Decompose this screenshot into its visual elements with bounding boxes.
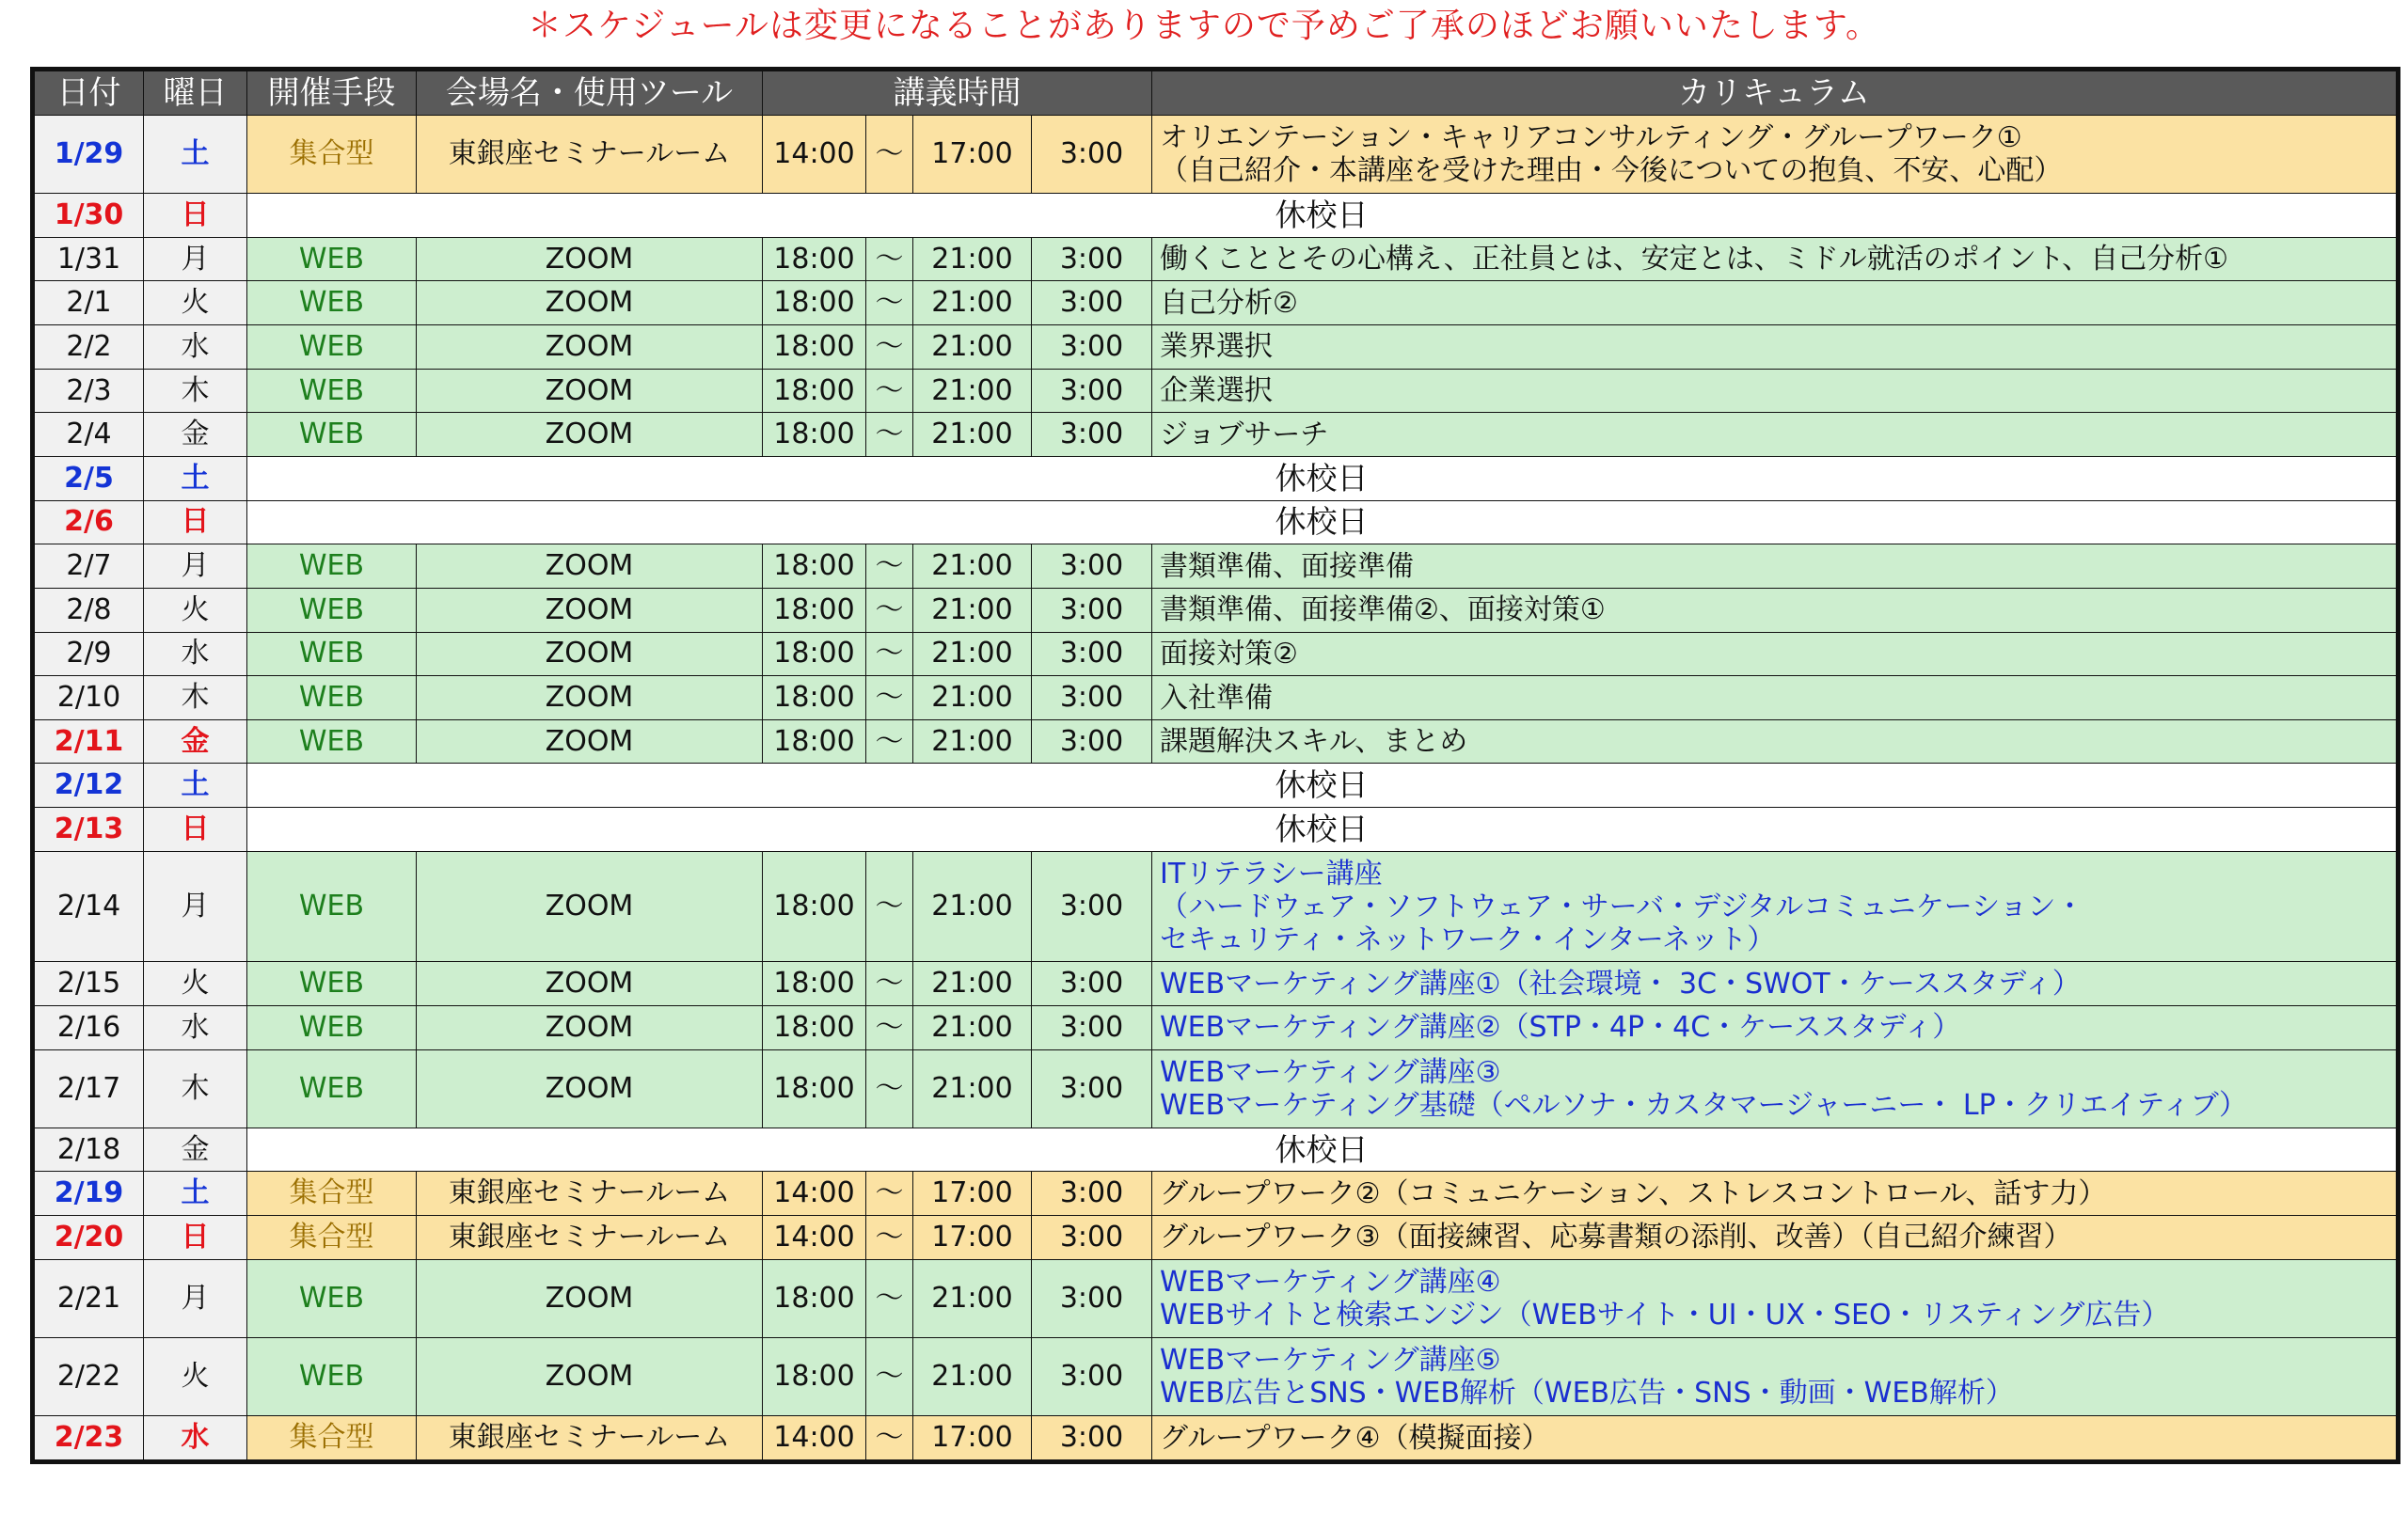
weekday-cell: 水 bbox=[144, 632, 247, 676]
schedule-body bbox=[35, 116, 2397, 1460]
time-separator-cell: 〜 bbox=[866, 676, 913, 720]
mode-cell: WEB bbox=[247, 719, 417, 764]
weekday-cell: 土 bbox=[144, 1172, 247, 1216]
date-cell: 2/2 bbox=[35, 325, 144, 370]
time-separator-cell: 〜 bbox=[866, 116, 913, 194]
mode-cell: 集合型 bbox=[247, 1172, 417, 1216]
date-cell: 2/15 bbox=[35, 962, 144, 1006]
curriculum-cell bbox=[1152, 413, 2397, 457]
date-cell: 2/21 bbox=[35, 1259, 144, 1337]
time-separator-cell: 〜 bbox=[866, 237, 913, 281]
duration-cell: 3:00 bbox=[1032, 676, 1152, 720]
table-row bbox=[35, 325, 2397, 370]
venue-cell: ZOOM bbox=[417, 676, 763, 720]
mode-cell: WEB bbox=[247, 325, 417, 370]
end-time-cell: 21:00 bbox=[913, 676, 1032, 720]
curriculum-cell bbox=[1152, 1216, 2397, 1260]
time-separator-cell: 〜 bbox=[866, 1337, 913, 1415]
curriculum-line: WEBマーケティング講座①（社会環境・ 3C・SWOT・ケーススタディ） bbox=[1160, 967, 2081, 1001]
weekday-cell: 土 bbox=[144, 457, 247, 501]
date-cell: 2/4 bbox=[35, 413, 144, 457]
weekday-cell: 木 bbox=[144, 369, 247, 413]
table-row bbox=[35, 1049, 2397, 1128]
start-time-cell: 18:00 bbox=[763, 325, 866, 370]
venue-cell: 東銀座セミナールーム bbox=[417, 1172, 763, 1216]
schedule-table bbox=[34, 71, 2397, 1460]
end-time-cell: 21:00 bbox=[913, 588, 1032, 632]
table-row bbox=[35, 237, 2397, 281]
mode-cell: WEB bbox=[247, 962, 417, 1006]
curriculum-line: 書類準備、面接準備②、面接対策① bbox=[1160, 593, 1606, 627]
date-cell: 2/14 bbox=[35, 851, 144, 962]
curriculum-cell bbox=[1152, 1049, 2397, 1128]
duration-cell: 3:00 bbox=[1032, 325, 1152, 370]
curriculum-line: セキュリティ・ネットワーク・インターネット） bbox=[1160, 923, 1776, 956]
start-time-cell: 18:00 bbox=[763, 676, 866, 720]
mode-cell: WEB bbox=[247, 1259, 417, 1337]
weekday-cell: 土 bbox=[144, 116, 247, 194]
start-time-cell: 18:00 bbox=[763, 237, 866, 281]
start-time-cell: 14:00 bbox=[763, 1172, 866, 1216]
end-time-cell: 21:00 bbox=[913, 281, 1032, 325]
start-time-cell: 18:00 bbox=[763, 544, 866, 589]
venue-cell: 東銀座セミナールーム bbox=[417, 116, 763, 194]
start-time-cell: 18:00 bbox=[763, 369, 866, 413]
table-row bbox=[35, 500, 2397, 544]
curriculum-line: （自己紹介・本講座を受けた理由・今後についての抱負、不安、心配） bbox=[1160, 154, 2063, 188]
weekday-cell: 月 bbox=[144, 237, 247, 281]
time-separator-cell: 〜 bbox=[866, 369, 913, 413]
mode-cell: 集合型 bbox=[247, 1416, 417, 1460]
venue-cell: ZOOM bbox=[417, 588, 763, 632]
header-time: 講義時間 bbox=[763, 71, 1152, 116]
mode-cell: WEB bbox=[247, 369, 417, 413]
table-row bbox=[35, 851, 2397, 962]
curriculum-line: WEBマーケティング講座④ bbox=[1160, 1265, 1501, 1299]
end-time-cell: 21:00 bbox=[913, 369, 1032, 413]
date-cell: 2/3 bbox=[35, 369, 144, 413]
curriculum-cell bbox=[1152, 1337, 2397, 1415]
curriculum-cell bbox=[1152, 369, 2397, 413]
start-time-cell: 18:00 bbox=[763, 281, 866, 325]
mode-cell: WEB bbox=[247, 1337, 417, 1415]
time-separator-cell: 〜 bbox=[866, 544, 913, 589]
duration-cell: 3:00 bbox=[1032, 1172, 1152, 1216]
duration-cell: 3:00 bbox=[1032, 588, 1152, 632]
start-time-cell: 14:00 bbox=[763, 116, 866, 194]
end-time-cell: 21:00 bbox=[913, 1006, 1032, 1050]
curriculum-line: 書類準備、面接準備 bbox=[1160, 549, 1414, 583]
venue-cell: ZOOM bbox=[417, 1337, 763, 1415]
duration-cell: 3:00 bbox=[1032, 237, 1152, 281]
schedule-notice: ＊スケジュールは変更になることがありますので予めご了承のほどお願いいたします。 bbox=[528, 7, 1880, 45]
curriculum-cell bbox=[1152, 281, 2397, 325]
curriculum-line: WEBサイトと検索エンジン（WEBサイト・UI・UX・SEO・リスティング広告） bbox=[1160, 1298, 2170, 1332]
time-separator-cell: 〜 bbox=[866, 851, 913, 962]
mode-cell: 集合型 bbox=[247, 1216, 417, 1260]
weekday-cell: 金 bbox=[144, 1128, 247, 1172]
venue-cell: ZOOM bbox=[417, 413, 763, 457]
date-cell: 2/11 bbox=[35, 719, 144, 764]
weekday-cell: 火 bbox=[144, 588, 247, 632]
start-time-cell: 18:00 bbox=[763, 588, 866, 632]
venue-cell: ZOOM bbox=[417, 369, 763, 413]
duration-cell: 3:00 bbox=[1032, 632, 1152, 676]
time-separator-cell: 〜 bbox=[866, 281, 913, 325]
weekday-cell: 土 bbox=[144, 764, 247, 808]
date-cell: 2/23 bbox=[35, 1416, 144, 1460]
holiday-cell: 休校日 bbox=[247, 1128, 2397, 1172]
curriculum-cell bbox=[1152, 1416, 2397, 1460]
weekday-cell: 金 bbox=[144, 413, 247, 457]
table-row bbox=[35, 1128, 2397, 1172]
start-time-cell: 18:00 bbox=[763, 413, 866, 457]
date-cell: 2/20 bbox=[35, 1216, 144, 1260]
time-separator-cell: 〜 bbox=[866, 1259, 913, 1337]
curriculum-cell bbox=[1152, 1006, 2397, 1050]
curriculum-line: オリエンテーション・キャリアコンサルティング・グループワーク① bbox=[1160, 121, 2022, 155]
table-row bbox=[35, 194, 2397, 238]
table-row bbox=[35, 1337, 2397, 1415]
venue-cell: ZOOM bbox=[417, 1259, 763, 1337]
table-row bbox=[35, 1216, 2397, 1260]
curriculum-line: グループワーク④（模擬面接） bbox=[1160, 1421, 1550, 1455]
venue-cell: ZOOM bbox=[417, 851, 763, 962]
date-cell: 2/12 bbox=[35, 764, 144, 808]
date-cell: 2/5 bbox=[35, 457, 144, 501]
table-row bbox=[35, 413, 2397, 457]
mode-cell: WEB bbox=[247, 1006, 417, 1050]
date-cell: 2/7 bbox=[35, 544, 144, 589]
time-separator-cell: 〜 bbox=[866, 588, 913, 632]
end-time-cell: 21:00 bbox=[913, 1337, 1032, 1415]
weekday-cell: 水 bbox=[144, 1006, 247, 1050]
duration-cell: 3:00 bbox=[1032, 544, 1152, 589]
holiday-cell: 休校日 bbox=[247, 500, 2397, 544]
mode-cell: WEB bbox=[247, 237, 417, 281]
curriculum-line: WEBマーケティング講座②（STP・4P・4C・ケーススタディ） bbox=[1160, 1011, 1961, 1045]
date-cell: 2/6 bbox=[35, 500, 144, 544]
duration-cell: 3:00 bbox=[1032, 851, 1152, 962]
date-cell: 2/8 bbox=[35, 588, 144, 632]
weekday-cell: 火 bbox=[144, 962, 247, 1006]
end-time-cell: 17:00 bbox=[913, 1216, 1032, 1260]
weekday-cell: 金 bbox=[144, 719, 247, 764]
curriculum-cell bbox=[1152, 851, 2397, 962]
end-time-cell: 17:00 bbox=[913, 1416, 1032, 1460]
holiday-cell: 休校日 bbox=[247, 808, 2397, 852]
table-row bbox=[35, 457, 2397, 501]
duration-cell: 3:00 bbox=[1032, 1416, 1152, 1460]
table-row bbox=[35, 369, 2397, 413]
start-time-cell: 18:00 bbox=[763, 1049, 866, 1128]
curriculum-line: 業界選択 bbox=[1160, 330, 1273, 364]
time-separator-cell: 〜 bbox=[866, 632, 913, 676]
duration-cell: 3:00 bbox=[1032, 962, 1152, 1006]
mode-cell: WEB bbox=[247, 413, 417, 457]
date-cell: 1/29 bbox=[35, 116, 144, 194]
venue-cell: ZOOM bbox=[417, 281, 763, 325]
weekday-cell: 水 bbox=[144, 325, 247, 370]
date-cell: 2/1 bbox=[35, 281, 144, 325]
date-cell: 2/16 bbox=[35, 1006, 144, 1050]
date-cell: 2/17 bbox=[35, 1049, 144, 1128]
header-day: 曜日 bbox=[144, 71, 247, 116]
holiday-cell: 休校日 bbox=[247, 764, 2397, 808]
duration-cell: 3:00 bbox=[1032, 1049, 1152, 1128]
weekday-cell: 木 bbox=[144, 676, 247, 720]
table-row bbox=[35, 719, 2397, 764]
date-cell: 2/9 bbox=[35, 632, 144, 676]
header-date: 日付 bbox=[35, 71, 144, 116]
weekday-cell: 月 bbox=[144, 851, 247, 962]
weekday-cell: 月 bbox=[144, 544, 247, 589]
start-time-cell: 18:00 bbox=[763, 962, 866, 1006]
mode-cell: WEB bbox=[247, 544, 417, 589]
weekday-cell: 日 bbox=[144, 1216, 247, 1260]
time-separator-cell: 〜 bbox=[866, 1006, 913, 1050]
end-time-cell: 17:00 bbox=[913, 116, 1032, 194]
start-time-cell: 18:00 bbox=[763, 632, 866, 676]
curriculum-cell bbox=[1152, 237, 2397, 281]
duration-cell: 3:00 bbox=[1032, 281, 1152, 325]
venue-cell: ZOOM bbox=[417, 1049, 763, 1128]
duration-cell: 3:00 bbox=[1032, 369, 1152, 413]
table-row bbox=[35, 764, 2397, 808]
curriculum-line: ITリテラシー講座 bbox=[1160, 857, 1383, 891]
time-separator-cell: 〜 bbox=[866, 719, 913, 764]
curriculum-line: WEBマーケティング講座⑤ bbox=[1160, 1344, 1501, 1377]
venue-cell: ZOOM bbox=[417, 544, 763, 589]
table-row bbox=[35, 588, 2397, 632]
curriculum-line: 自己分析② bbox=[1160, 286, 1298, 320]
start-time-cell: 18:00 bbox=[763, 1259, 866, 1337]
venue-cell: ZOOM bbox=[417, 632, 763, 676]
mode-cell: WEB bbox=[247, 1049, 417, 1128]
time-separator-cell: 〜 bbox=[866, 1172, 913, 1216]
holiday-cell: 休校日 bbox=[247, 457, 2397, 501]
header-venue: 会場名・使用ツール bbox=[417, 71, 763, 116]
start-time-cell: 18:00 bbox=[763, 851, 866, 962]
end-time-cell: 21:00 bbox=[913, 1259, 1032, 1337]
curriculum-cell bbox=[1152, 325, 2397, 370]
curriculum-line: WEBマーケティング基礎（ペルソナ・カスタマージャーニー・ LP・クリエイティブ） bbox=[1160, 1088, 2248, 1122]
time-separator-cell: 〜 bbox=[866, 1416, 913, 1460]
time-separator-cell: 〜 bbox=[866, 1049, 913, 1128]
mode-cell: WEB bbox=[247, 281, 417, 325]
start-time-cell: 14:00 bbox=[763, 1416, 866, 1460]
mode-cell: WEB bbox=[247, 588, 417, 632]
weekday-cell: 日 bbox=[144, 194, 247, 238]
end-time-cell: 21:00 bbox=[913, 237, 1032, 281]
start-time-cell: 18:00 bbox=[763, 719, 866, 764]
curriculum-line: WEB広告とSNS・WEB解析（WEB広告・SNS・動画・WEB解析） bbox=[1160, 1377, 2014, 1410]
curriculum-line: 入社準備 bbox=[1160, 681, 1273, 715]
end-time-cell: 21:00 bbox=[913, 413, 1032, 457]
end-time-cell: 21:00 bbox=[913, 544, 1032, 589]
header-curriculum: カリキュラム bbox=[1152, 71, 2397, 116]
end-time-cell: 21:00 bbox=[913, 1049, 1032, 1128]
venue-cell: ZOOM bbox=[417, 237, 763, 281]
end-time-cell: 21:00 bbox=[913, 719, 1032, 764]
start-time-cell: 18:00 bbox=[763, 1006, 866, 1050]
table-row bbox=[35, 1006, 2397, 1050]
weekday-cell: 日 bbox=[144, 500, 247, 544]
curriculum-line: グループワーク③（面接練習、応募書類の添削、改善）（自己紹介練習） bbox=[1160, 1221, 2072, 1254]
curriculum-cell bbox=[1152, 719, 2397, 764]
table-row bbox=[35, 676, 2397, 720]
header-row bbox=[35, 71, 2397, 116]
weekday-cell: 水 bbox=[144, 1416, 247, 1460]
venue-cell: ZOOM bbox=[417, 325, 763, 370]
duration-cell: 3:00 bbox=[1032, 719, 1152, 764]
curriculum-cell bbox=[1152, 632, 2397, 676]
duration-cell: 3:00 bbox=[1032, 1216, 1152, 1260]
time-separator-cell: 〜 bbox=[866, 325, 913, 370]
duration-cell: 3:00 bbox=[1032, 1337, 1152, 1415]
date-cell: 2/19 bbox=[35, 1172, 144, 1216]
curriculum-line: 面接対策② bbox=[1160, 637, 1298, 670]
date-cell: 1/30 bbox=[35, 194, 144, 238]
mode-cell: WEB bbox=[247, 851, 417, 962]
curriculum-cell bbox=[1152, 676, 2397, 720]
time-separator-cell: 〜 bbox=[866, 413, 913, 457]
venue-cell: 東銀座セミナールーム bbox=[417, 1416, 763, 1460]
table-row bbox=[35, 544, 2397, 589]
mode-cell: WEB bbox=[247, 676, 417, 720]
venue-cell: ZOOM bbox=[417, 719, 763, 764]
mode-cell: WEB bbox=[247, 632, 417, 676]
table-row bbox=[35, 632, 2397, 676]
end-time-cell: 21:00 bbox=[913, 851, 1032, 962]
curriculum-cell bbox=[1152, 962, 2397, 1006]
header-mode: 開催手段 bbox=[247, 71, 417, 116]
date-cell: 2/22 bbox=[35, 1337, 144, 1415]
curriculum-line: （ハードウェア・ソフトウェア・サーバ・デジタルコミュニケーション・ bbox=[1160, 890, 2084, 923]
curriculum-line: 企業選択 bbox=[1160, 374, 1273, 408]
holiday-cell: 休校日 bbox=[247, 194, 2397, 238]
curriculum-cell bbox=[1152, 544, 2397, 589]
schedule-table-frame bbox=[30, 67, 2400, 1464]
duration-cell: 3:00 bbox=[1032, 413, 1152, 457]
duration-cell: 3:00 bbox=[1032, 116, 1152, 194]
curriculum-line: WEBマーケティング講座③ bbox=[1160, 1055, 1501, 1089]
start-time-cell: 14:00 bbox=[763, 1216, 866, 1260]
end-time-cell: 21:00 bbox=[913, 632, 1032, 676]
venue-cell: 東銀座セミナールーム bbox=[417, 1216, 763, 1260]
time-separator-cell: 〜 bbox=[866, 1216, 913, 1260]
curriculum-cell bbox=[1152, 588, 2397, 632]
date-cell: 2/13 bbox=[35, 808, 144, 852]
curriculum-line: ジョブサーチ bbox=[1160, 418, 1329, 451]
table-row bbox=[35, 116, 2397, 194]
table-row bbox=[35, 1259, 2397, 1337]
duration-cell: 3:00 bbox=[1032, 1259, 1152, 1337]
curriculum-line: 働くこととその心構え、正社員とは、安定とは、ミドル就活のポイント、自己分析① bbox=[1160, 243, 2228, 276]
weekday-cell: 火 bbox=[144, 281, 247, 325]
table-row bbox=[35, 1172, 2397, 1216]
weekday-cell: 火 bbox=[144, 1337, 247, 1415]
curriculum-cell bbox=[1152, 1172, 2397, 1216]
curriculum-line: 課題解決スキル、まとめ bbox=[1160, 725, 1468, 759]
date-cell: 2/10 bbox=[35, 676, 144, 720]
duration-cell: 3:00 bbox=[1032, 1006, 1152, 1050]
start-time-cell: 18:00 bbox=[763, 1337, 866, 1415]
table-row bbox=[35, 808, 2397, 852]
curriculum-cell bbox=[1152, 1259, 2397, 1337]
venue-cell: ZOOM bbox=[417, 1006, 763, 1050]
weekday-cell: 月 bbox=[144, 1259, 247, 1337]
end-time-cell: 21:00 bbox=[913, 962, 1032, 1006]
date-cell: 1/31 bbox=[35, 237, 144, 281]
curriculum-line: グループワーク②（コミュニケーション、ストレスコントロール、話す力） bbox=[1160, 1176, 2107, 1210]
table-row bbox=[35, 962, 2397, 1006]
venue-cell: ZOOM bbox=[417, 962, 763, 1006]
mode-cell: 集合型 bbox=[247, 116, 417, 194]
table-row bbox=[35, 281, 2397, 325]
end-time-cell: 21:00 bbox=[913, 325, 1032, 370]
time-separator-cell: 〜 bbox=[866, 962, 913, 1006]
weekday-cell: 木 bbox=[144, 1049, 247, 1128]
curriculum-cell bbox=[1152, 116, 2397, 194]
weekday-cell: 日 bbox=[144, 808, 247, 852]
end-time-cell: 17:00 bbox=[913, 1172, 1032, 1216]
table-row bbox=[35, 1416, 2397, 1460]
date-cell: 2/18 bbox=[35, 1128, 144, 1172]
